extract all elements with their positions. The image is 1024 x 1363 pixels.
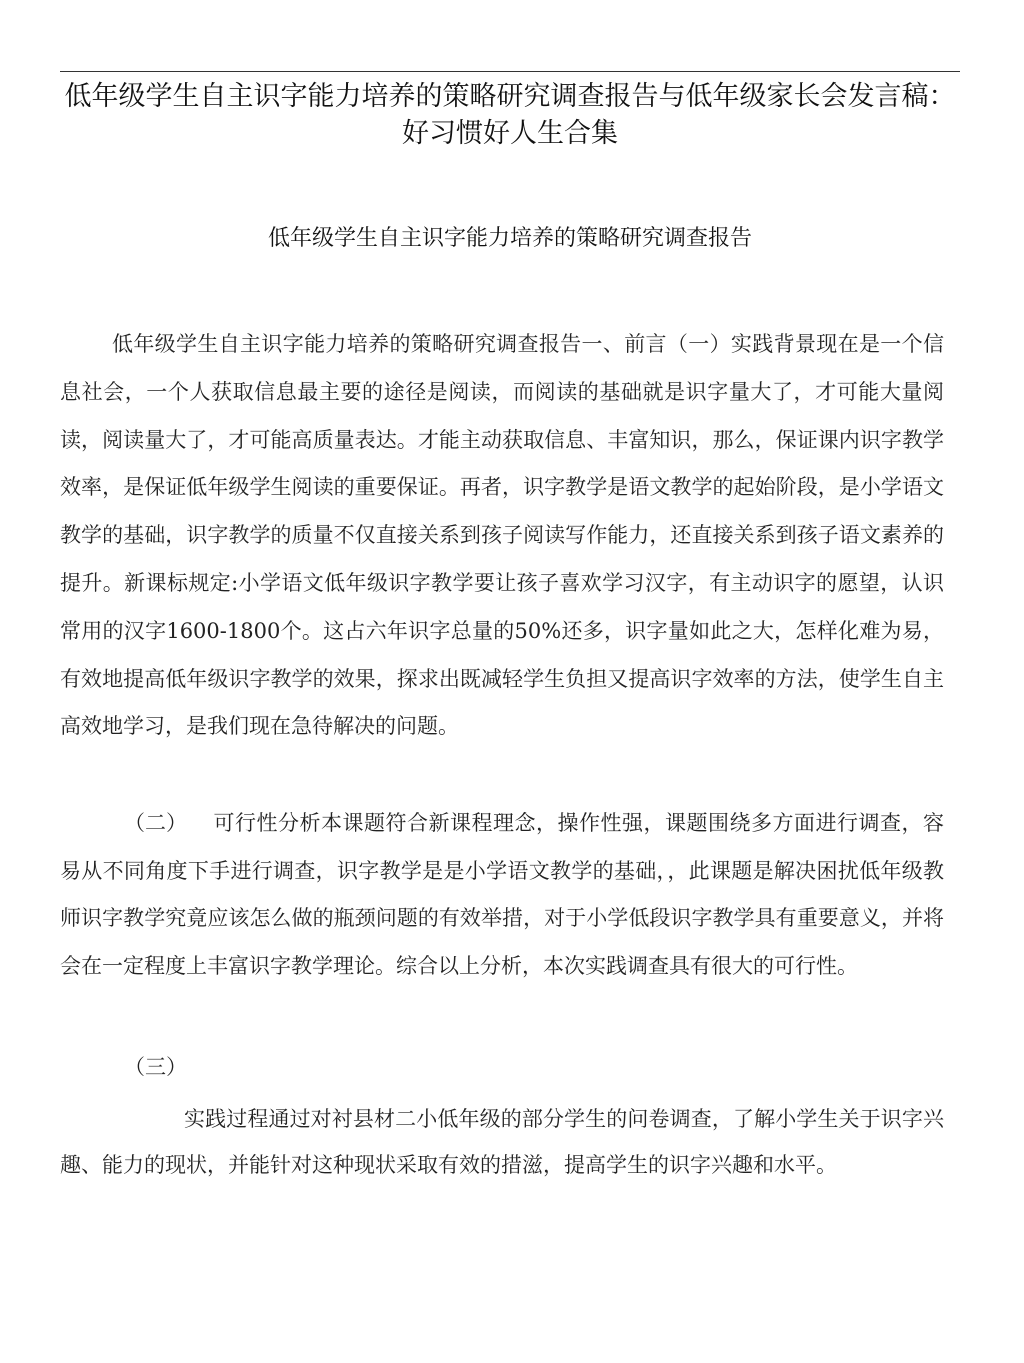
paragraph-feasibility-number: （二）: [124, 811, 187, 835]
paragraph-feasibility: [60, 800, 944, 990]
paragraph-process-text: 实践过程通过对衬县材二小低年级的部分学生的问卷调查，了解小学生关于识字兴趣、能力的现状，并能针对这种现状采取有效的措滋，提高学生的识字兴趣和水平。: [60, 1107, 944, 1177]
document-title: 低年级学生自主识字能力培养的策略研究调查报告与低年级家长会发言稿：好习惯好人生合集: [64, 81, 956, 149]
paragraph-preface-background: 低年级学生自主识字能力培养的策略研究调查报告一、前言（一）实践背景现在是一个信息社会，一个人获取信息最主要的途径是阅读，而阅读的基础就是识字量大了，才可能大量阅读，阅读量大了，才可能高质量表达。才能主动获取信息、丰富知识，那么，保证课内识字教学效率，是保证低年级学生阅读的重要保证。再者，识字教学是语文教学的起始阶段，是小学语文教学的基础，识字教学的质量不仅直接关系到孩子阅读写作能力，还直接关系到孩子语文素养的提升。新课标规定:小学语文低年级识字教学要让孩子喜欢学习汉字，有主动识字的愿望，认识常用的汉字1600-1800个。这占六年识字总量的50%还多，识字量如此之大，怎样化难为易，有效地提高低年级识字教学的效果，探求出既减轻学生负担又提高识字效率的方法，使学生自主高效地学习，是我们现在急待解决的问题。: [60, 332, 944, 739]
paragraph-feasibility-text: 可行性分析本课题符合新课程理念，操作性强，课题围绕多方面进行调查，容易从不同角度下手进行调查，识字教学是是小学语文教学的基础，，此课题是解决困扰低年级教师识字教学究竟应该怎么做的瓶颈问题的有效举措，对于小学低段识字教学具有重要意义，并将会在一定程度上丰富识字教学理论。综合以上分析，本次实践调查具有很大的可行性。: [60, 811, 944, 978]
paragraph-process-number: （三）: [124, 1055, 187, 1079]
header-rule: [60, 71, 960, 72]
section-heading: 低年级学生自主识字能力培养的策略研究调查报告: [267, 226, 752, 251]
